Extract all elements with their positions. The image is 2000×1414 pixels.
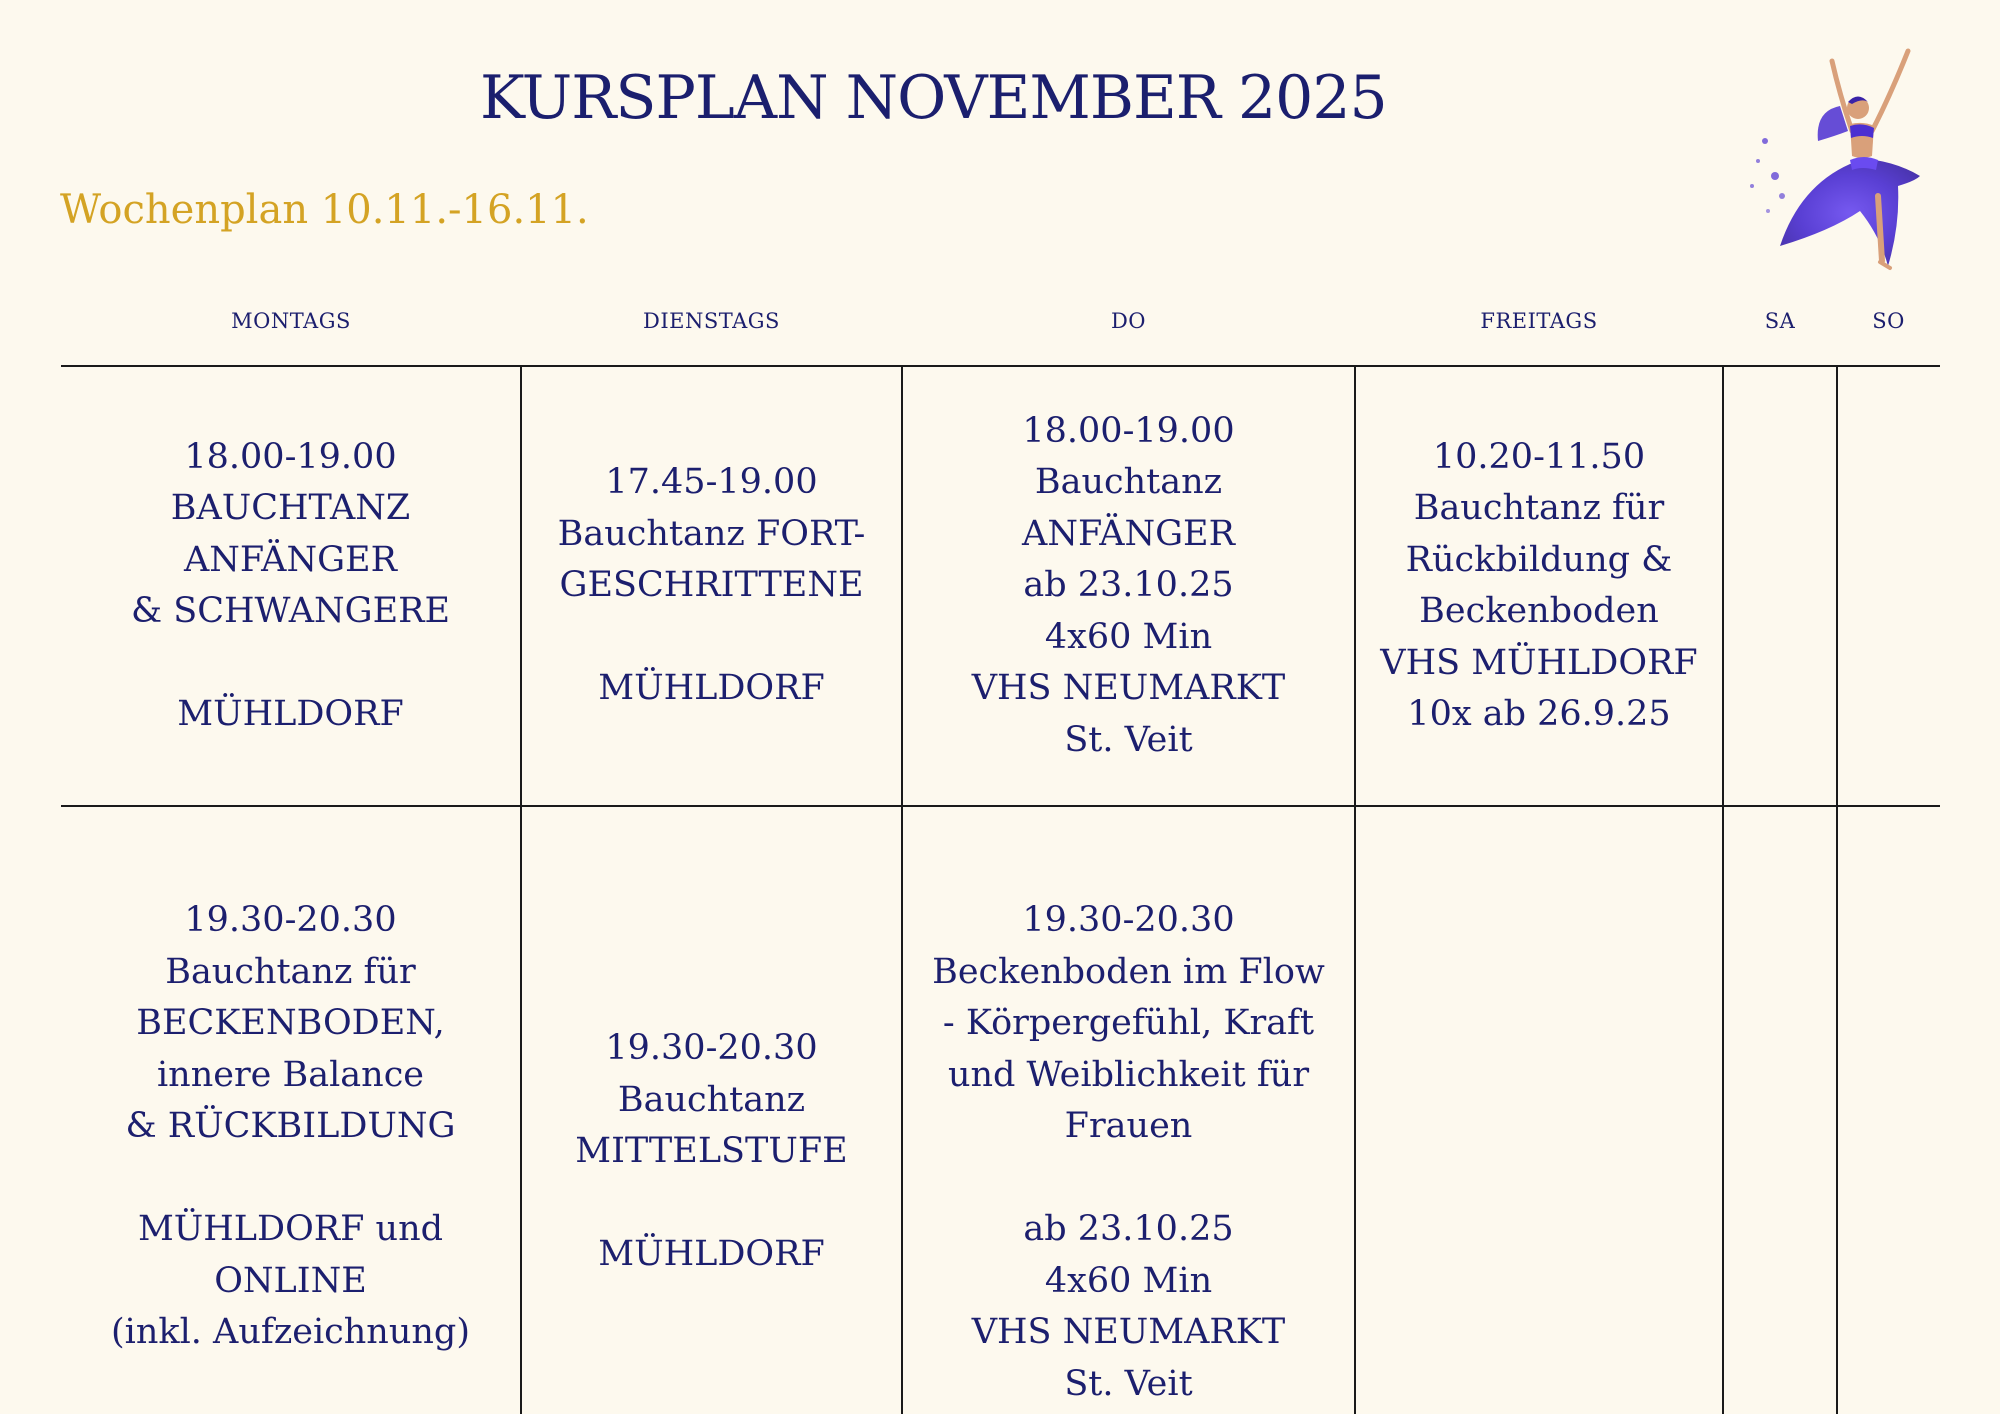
day-label-freitags: FREITAGS: [1480, 309, 1598, 333]
schedule-cell-dienstags-2: [522, 807, 901, 1414]
schedule-cell-dienstags-1: [522, 367, 901, 805]
day-label-montags: MONTAGS: [231, 309, 351, 333]
page-title: KURSPLAN NOVEMBER 2025: [480, 63, 1387, 133]
course-text: 17.45-19.00 Bauchtanz FORT- GESCHRITTENE MÜHLDORF: [557, 462, 866, 709]
course-text: 18.00-19.00 Bauchtanz ANFÄNGER ab 23.10.25 4x60 Min VHS NEUMARKT St. Veit: [971, 410, 1286, 760]
day-label-do: DO: [1110, 309, 1147, 333]
day-label-so: SO: [1872, 309, 1905, 333]
schedule-cell-freitags-1: [1356, 367, 1722, 805]
belly-dancer-illustration: [1740, 36, 1960, 286]
schedule-cell-freitags-2: [1356, 807, 1722, 1414]
day-label-dienstags: DIENSTAGS: [643, 309, 780, 333]
schedule-cell-do-1: [903, 367, 1354, 805]
day-label-sa: SA: [1764, 309, 1796, 333]
course-text: 10.20-11.50 Bauchtanz für Rückbildung & Beckenboden VHS MÜHLDORF 10x ab 26.9.25: [1380, 436, 1698, 734]
schedule-cell-montags-1: [61, 367, 520, 805]
schedule-cell-do-2: [903, 807, 1354, 1414]
week-subtitle: Wochenplan 10.11.-16.11.: [60, 187, 589, 233]
course-text: 19.30-20.30 Beckenboden im Flow - Körpergefühl, Kraft und Weiblichkeit für Frauen ab 23.10.25 4x60 Min VHS NEUMARKT St. Veit: [932, 900, 1325, 1404]
course-text: 19.30-20.30 Bauchtanz MITTELSTUFE MÜHLDORF: [575, 1028, 848, 1274]
schedule-cell-montags-2: [61, 807, 520, 1414]
schedule-cell-sa-2: [1724, 807, 1836, 1414]
schedule-cell-so-2: [1838, 807, 1940, 1414]
schedule-cell-so-1: [1838, 367, 1940, 805]
schedule-cell-sa-1: [1724, 367, 1836, 805]
course-text: 18.00-19.00 BAUCHTANZ ANFÄNGER & SCHWANGERE MÜHLDORF: [130, 436, 451, 734]
course-text: 19.30-20.30 Bauchtanz für BECKENBODEN, innere Balance & RÜCKBILDUNG MÜHLDORF und ONLINE (inkl. Aufzeichnung): [111, 900, 470, 1352]
